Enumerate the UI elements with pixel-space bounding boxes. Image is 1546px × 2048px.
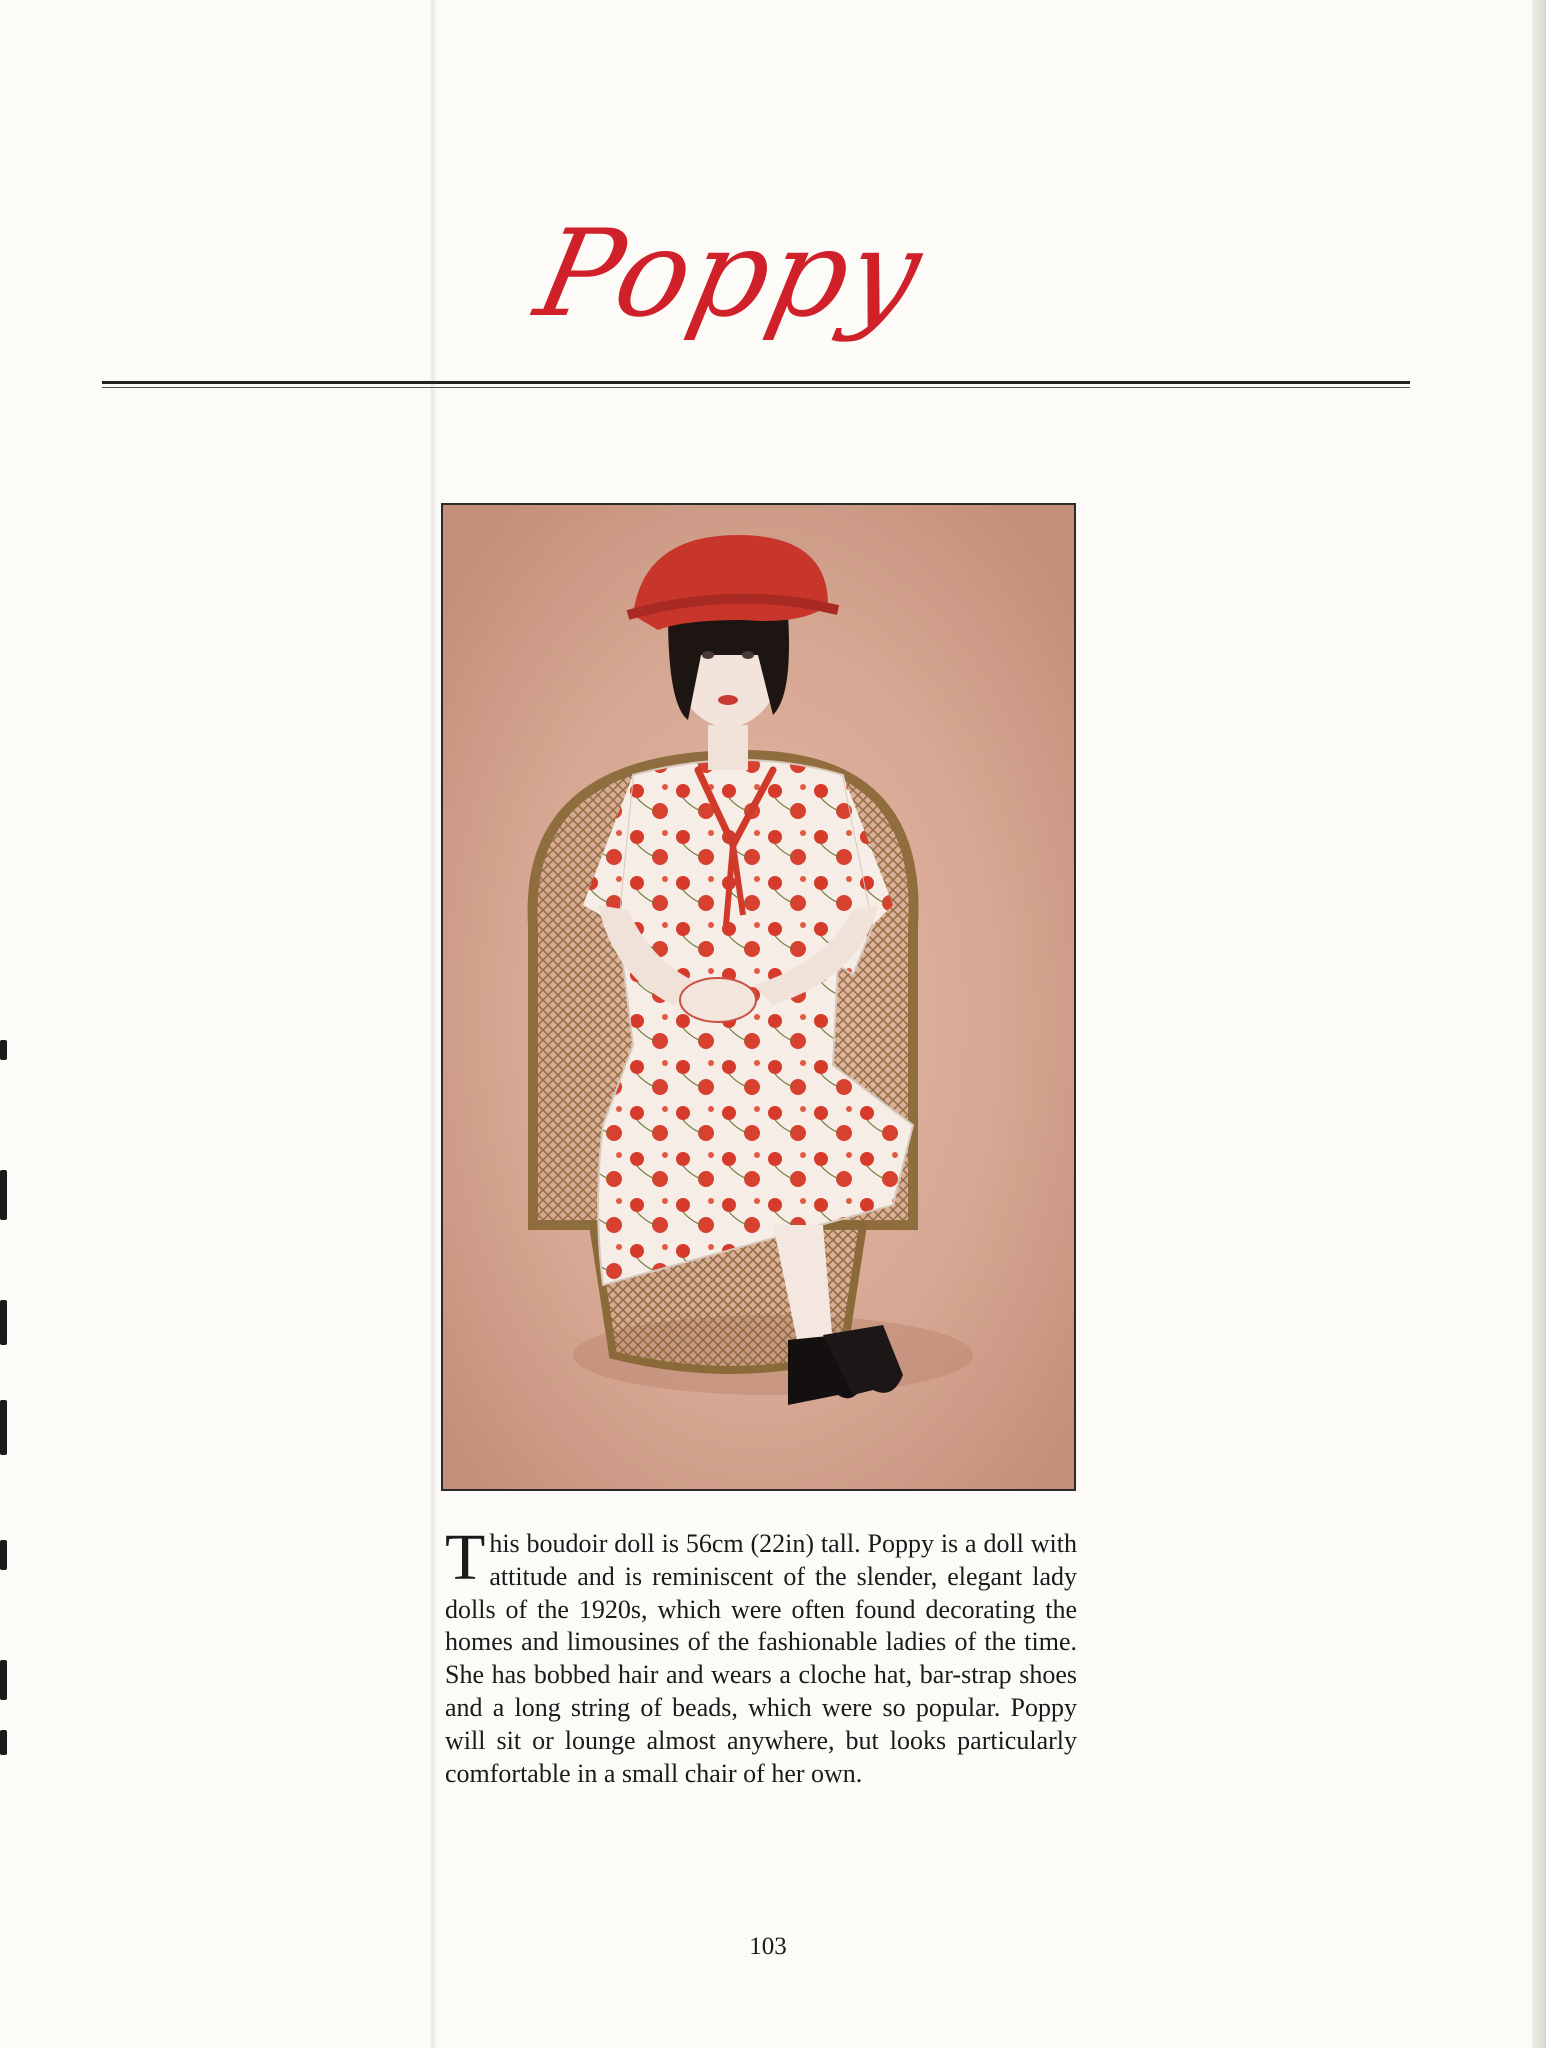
- description-paragraph: [445, 1521, 1077, 1790]
- page-fold-shadow: [430, 0, 436, 2048]
- page-edge: [1532, 0, 1546, 2048]
- page-title: Poppy: [525, 205, 935, 344]
- doll-illustration: [443, 505, 1074, 1489]
- binding-marks: [0, 980, 12, 1780]
- description-text: his boudoir doll is 56cm (22in) tall. Poppy is a doll with attitude and is reminiscent of the slender, elegant lady dolls of the 1920s, which were often found decorating the homes and limousines of the fashionable ladies of the time. She has bobbed hair and wears a cloche hat, bar-strap shoes and a long string of beads, which were so popular. Poppy will sit or lounge almost anywhere, but looks particularly comfortable in a small chair of her own.: [445, 1529, 1077, 1788]
- doll-photo: [441, 503, 1076, 1491]
- drop-cap: T: [445, 1521, 486, 1594]
- title-rule: [102, 381, 1410, 384]
- page-number: 103: [749, 1933, 787, 1960]
- title-rule-thin: [102, 387, 1410, 388]
